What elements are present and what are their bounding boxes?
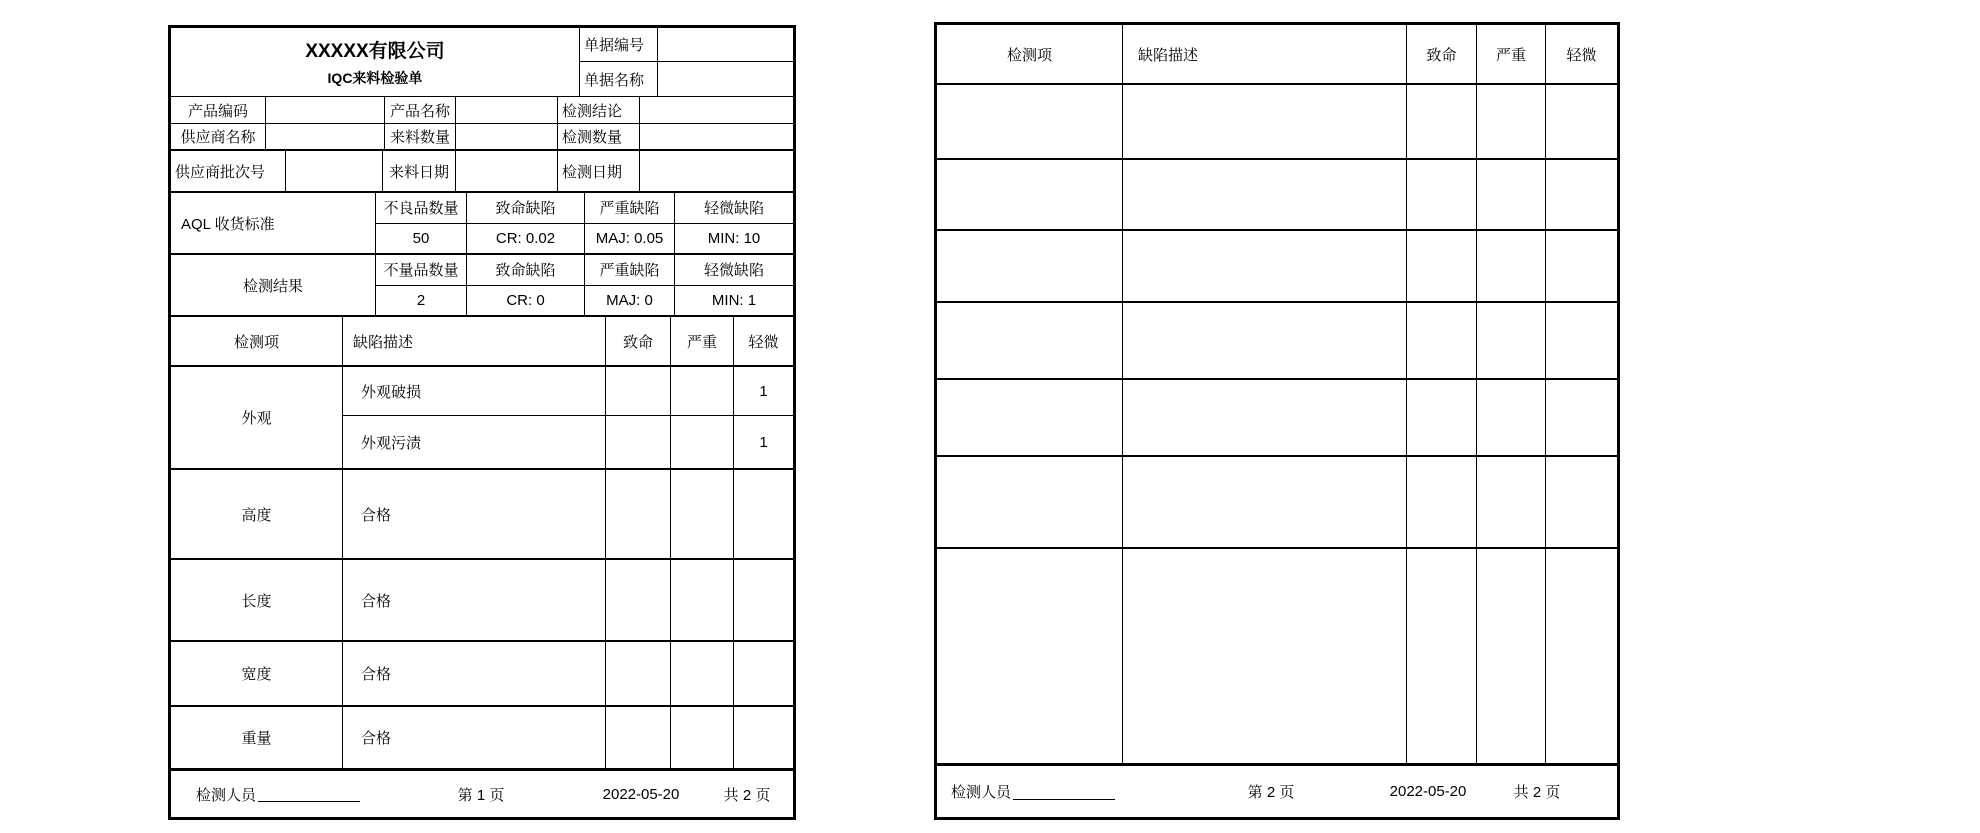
col-header-item: 检测项	[171, 317, 343, 365]
inspector-signature-line[interactable]	[1013, 784, 1115, 800]
aql-major-label: 严重缺陷	[585, 193, 674, 224]
doc-name-field[interactable]	[658, 62, 793, 96]
page-footer	[171, 768, 793, 817]
table-row	[937, 229, 1617, 301]
item-cell[interactable]	[937, 457, 1123, 547]
critical-count-cell[interactable]	[606, 470, 671, 558]
detail-item-label: 长度	[171, 560, 343, 640]
table-row	[937, 547, 1617, 763]
result-critical-value: CR: 0	[506, 291, 545, 309]
critical-count-cell[interactable]	[1407, 549, 1477, 763]
aql-critical-value: CR: 0.02	[495, 229, 556, 247]
supplier-name-field[interactable]	[266, 124, 385, 149]
minor-count-cell[interactable]	[734, 470, 793, 558]
product-code-label: 产品编码	[171, 97, 266, 123]
doc-name-label: 单据名称	[580, 62, 658, 96]
major-count-cell[interactable]	[671, 560, 734, 640]
result-defectqty-value: 2	[416, 291, 426, 309]
critical-count-cell[interactable]	[1407, 160, 1477, 229]
table-row	[343, 560, 793, 640]
result-major-col	[585, 255, 675, 315]
aql-defectqty-col	[376, 193, 467, 253]
product-name-label: 产品名称	[385, 97, 456, 123]
critical-count-cell[interactable]	[606, 642, 671, 705]
result-defectqty-label: 不量品数量	[376, 255, 466, 286]
minor-count-cell[interactable]	[734, 560, 793, 640]
major-count-cell[interactable]	[1477, 549, 1546, 763]
aql-defectqty-label: 不良品数量	[376, 193, 466, 224]
detail-item-label: 外观	[171, 367, 343, 468]
inspect-date-label: 检测日期	[558, 151, 640, 191]
detail-group-width	[171, 640, 793, 705]
col-header-critical: 致命	[1407, 25, 1477, 83]
inspect-result-label: 检测结果	[171, 255, 376, 315]
company-name: XXXXX有限公司	[305, 41, 445, 62]
result-minor-label: 轻微缺陷	[675, 255, 793, 286]
table-row	[343, 707, 793, 768]
major-count-cell[interactable]	[671, 367, 734, 415]
aql-minor-col	[675, 193, 793, 253]
supplier-batch-field[interactable]	[286, 151, 383, 191]
table-row	[937, 378, 1617, 455]
minor-count-cell[interactable]: 1	[759, 433, 768, 451]
defect-desc-cell: 合格	[343, 560, 606, 640]
info-row-batch	[171, 149, 793, 191]
major-count-cell[interactable]	[1477, 380, 1546, 455]
table-row	[937, 455, 1617, 547]
aql-defectqty-value: 50	[412, 229, 430, 247]
result-major-label: 严重缺陷	[585, 255, 674, 286]
product-code-field[interactable]	[266, 97, 385, 123]
detail-group-weight	[171, 705, 793, 768]
doc-no-label: 单据编号	[580, 28, 658, 62]
inspector-label: 检测人员	[951, 784, 1012, 801]
aql-minor-label: 轻微缺陷	[675, 193, 793, 224]
minor-count-cell[interactable]	[1546, 160, 1617, 229]
defect-desc-cell[interactable]	[1123, 457, 1407, 547]
table-row	[343, 367, 793, 415]
major-count-cell[interactable]	[1477, 231, 1546, 301]
form-title: IQC来料检验单	[327, 70, 423, 86]
col-header-defect-desc: 缺陷描述	[343, 317, 606, 365]
critical-count-cell[interactable]	[1407, 231, 1477, 301]
aql-standard-section	[171, 191, 793, 253]
aql-minor-value: MIN: 10	[707, 229, 761, 247]
product-name-field[interactable]	[456, 97, 558, 123]
critical-count-cell[interactable]	[1407, 457, 1477, 547]
detail-item-label: 重量	[171, 707, 343, 768]
detail-group-height	[171, 468, 793, 558]
defect-desc-cell[interactable]	[1123, 380, 1407, 455]
col-header-defect-desc: 缺陷描述	[1123, 25, 1407, 83]
inspect-result-section	[171, 253, 793, 315]
major-count-cell[interactable]	[1477, 85, 1546, 158]
footer-date: 2022-05-20	[602, 785, 680, 803]
defect-desc-cell[interactable]	[1123, 160, 1407, 229]
aql-standard-label: AQL 收货标准	[171, 193, 376, 253]
incoming-date-label: 来料日期	[383, 151, 456, 191]
incoming-qty-field[interactable]	[456, 124, 558, 149]
major-count-cell[interactable]	[1477, 457, 1546, 547]
inspect-qty-label: 检测数量	[558, 124, 640, 149]
critical-count-cell[interactable]	[1407, 303, 1477, 378]
footer-date: 2022-05-20	[1389, 783, 1467, 800]
incoming-qty-label: 来料数量	[385, 124, 456, 149]
defect-desc-cell: 合格	[343, 470, 606, 558]
inspect-qty-field[interactable]	[640, 124, 793, 149]
iqc-form-page-1	[168, 25, 796, 820]
result-critical-label: 致命缺陷	[467, 255, 584, 286]
inspect-conclusion-field[interactable]	[640, 97, 793, 123]
defect-desc-cell[interactable]	[1123, 303, 1407, 378]
minor-count-cell[interactable]	[734, 707, 793, 768]
critical-count-cell[interactable]	[606, 560, 671, 640]
critical-count-cell[interactable]	[606, 707, 671, 768]
critical-count-cell[interactable]	[1407, 85, 1477, 158]
aql-major-value: MAJ: 0.05	[595, 229, 664, 247]
col-header-item: 检测项	[937, 25, 1123, 83]
minor-count-cell[interactable]	[1546, 380, 1617, 455]
aql-critical-label: 致命缺陷	[467, 193, 584, 224]
minor-count-cell[interactable]	[1546, 85, 1617, 158]
doc-no-field[interactable]	[658, 28, 793, 62]
item-cell[interactable]	[937, 549, 1123, 763]
total-pages: 共 2 页	[723, 786, 771, 804]
page-number: 第 1 页	[457, 786, 505, 804]
critical-count-cell[interactable]	[1407, 380, 1477, 455]
col-header-minor: 轻微	[748, 333, 779, 351]
incoming-date-field[interactable]	[456, 151, 558, 191]
major-count-cell[interactable]	[671, 470, 734, 558]
info-row-supplier	[171, 123, 793, 149]
detail-group-length	[171, 558, 793, 640]
table-row	[937, 301, 1617, 378]
item-cell[interactable]	[937, 303, 1123, 378]
minor-count-cell[interactable]: 1	[759, 382, 768, 400]
result-defectqty-col	[376, 255, 467, 315]
result-minor-col	[675, 255, 793, 315]
col-header-critical: 致命	[606, 317, 671, 365]
defect-desc-cell: 合格	[343, 642, 606, 705]
major-count-cell[interactable]	[671, 707, 734, 768]
defect-desc-cell: 外观污渍	[343, 416, 606, 468]
minor-count-cell[interactable]	[1546, 549, 1617, 763]
inspect-conclusion-label: 检测结论	[558, 97, 640, 123]
defect-desc-cell[interactable]	[1123, 85, 1407, 158]
table-row	[343, 470, 793, 558]
critical-count-cell[interactable]	[606, 367, 671, 415]
detail-table-header	[937, 25, 1617, 83]
iqc-form-page-2	[934, 22, 1620, 820]
total-pages: 共 2 页	[1513, 784, 1561, 801]
critical-count-cell[interactable]	[606, 416, 671, 468]
major-count-cell[interactable]	[671, 416, 734, 468]
detail-group-appearance	[171, 365, 793, 468]
col-header-major: 严重	[1477, 25, 1546, 83]
form-header	[171, 28, 793, 96]
table-row	[937, 158, 1617, 229]
page-footer	[937, 763, 1617, 817]
supplier-batch-label: 供应商批次号	[171, 151, 286, 191]
defect-desc-cell[interactable]	[1123, 549, 1407, 763]
inspector-label: 检测人员	[196, 786, 257, 804]
defect-desc-cell: 外观破损	[343, 367, 606, 415]
defect-desc-cell[interactable]	[1123, 231, 1407, 301]
minor-count-cell[interactable]	[734, 642, 793, 705]
page-number: 第 2 页	[1247, 784, 1295, 801]
minor-count-cell[interactable]	[1546, 231, 1617, 301]
aql-critical-col	[467, 193, 585, 253]
col-header-minor: 轻微	[1566, 46, 1597, 64]
detail-item-label: 高度	[171, 470, 343, 558]
result-minor-value: MIN: 1	[711, 291, 757, 309]
aql-major-col	[585, 193, 675, 253]
defect-desc-cell: 合格	[343, 707, 606, 768]
supplier-name-label: 供应商名称	[171, 124, 266, 149]
detail-table-header	[171, 315, 793, 365]
minor-count-cell[interactable]	[1546, 303, 1617, 378]
minor-count-cell[interactable]	[1546, 457, 1617, 547]
detail-item-label: 宽度	[171, 642, 343, 705]
table-row	[937, 83, 1617, 158]
major-count-cell[interactable]	[1477, 160, 1546, 229]
major-count-cell[interactable]	[1477, 303, 1546, 378]
col-header-major: 严重	[671, 317, 734, 365]
item-cell[interactable]	[937, 160, 1123, 229]
info-row-product	[171, 96, 793, 123]
item-cell[interactable]	[937, 85, 1123, 158]
table-row	[343, 642, 793, 705]
item-cell[interactable]	[937, 231, 1123, 301]
item-cell[interactable]	[937, 380, 1123, 455]
major-count-cell[interactable]	[671, 642, 734, 705]
company-block	[171, 28, 580, 96]
result-major-value: MAJ: 0	[606, 291, 653, 309]
table-row	[343, 415, 793, 468]
inspector-signature-line[interactable]	[258, 786, 360, 802]
inspect-date-field[interactable]	[640, 151, 793, 191]
result-critical-col	[467, 255, 585, 315]
